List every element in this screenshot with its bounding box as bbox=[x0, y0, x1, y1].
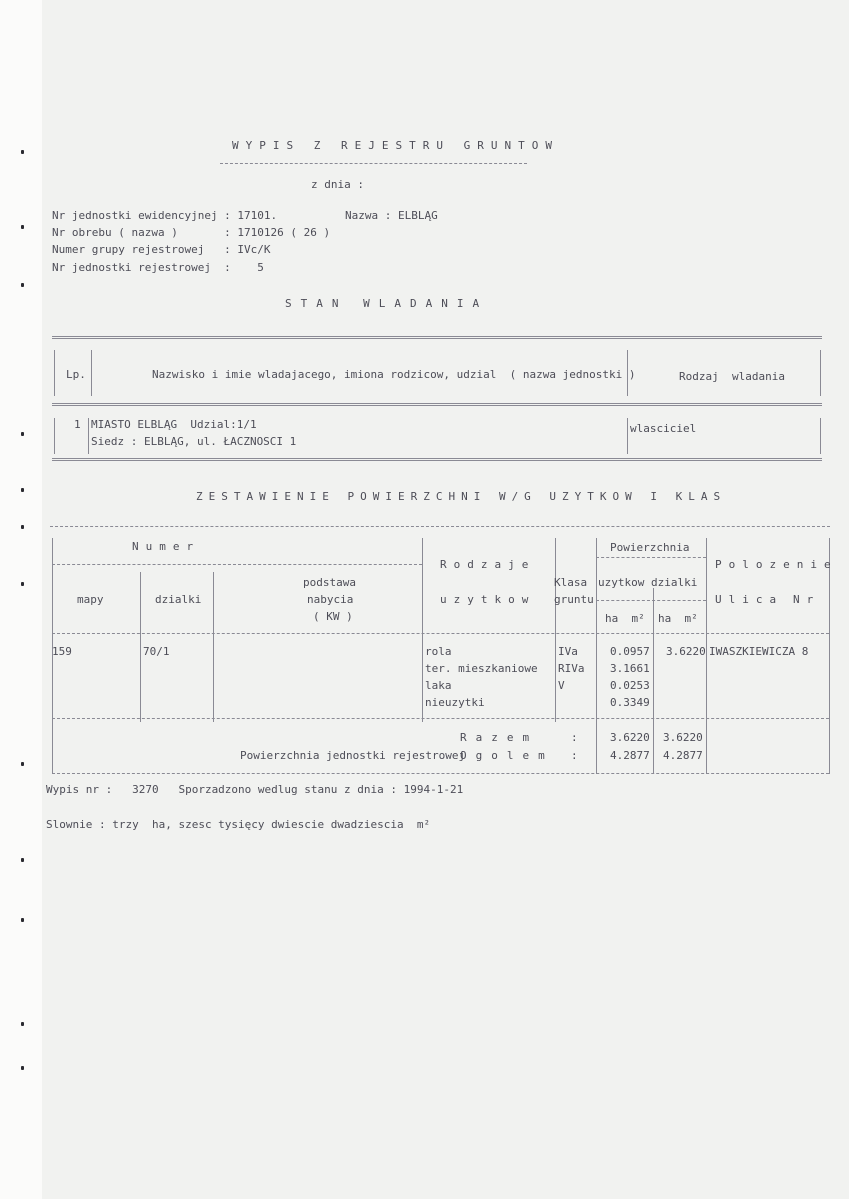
summary-h-klasa: Klasa bbox=[554, 576, 588, 589]
summary-row-use: nieuzytki bbox=[425, 696, 485, 709]
unit-number: Nr jednostki ewidencyjnej : 17101. bbox=[52, 209, 278, 222]
summary-map-no: 159 bbox=[52, 645, 72, 658]
summary-row-use: laka bbox=[425, 679, 452, 692]
summary-h-ha2: ha m² bbox=[658, 612, 698, 625]
punch-hole bbox=[21, 762, 24, 766]
punch-hole bbox=[21, 1022, 24, 1026]
punch-hole bbox=[21, 432, 24, 436]
summary-row-class: RIVa bbox=[558, 662, 585, 675]
punch-hole bbox=[21, 858, 24, 862]
summary-h-nr: Nr bbox=[793, 593, 821, 606]
table-rule bbox=[52, 718, 829, 719]
ownership-title: STAN WLADANIA bbox=[285, 297, 489, 310]
document-title: WYPIS Z REJESTRU GRUNTOW bbox=[232, 139, 559, 152]
summary-bottom-rule bbox=[52, 773, 829, 774]
summary-row-use: ter. mieszkaniowe bbox=[425, 662, 538, 675]
table-border bbox=[91, 350, 92, 396]
summary-h-ulica: Ulica bbox=[715, 593, 784, 606]
punch-hole bbox=[21, 488, 24, 492]
table-border bbox=[829, 538, 830, 774]
table-border bbox=[54, 350, 55, 396]
summary-ogolem-label: Ogolem bbox=[460, 749, 554, 762]
summary-razem-dzialki: 3.6220 bbox=[663, 731, 703, 744]
summary-row-area: 0.0253 bbox=[610, 679, 650, 692]
summary-row-use: rola bbox=[425, 645, 452, 658]
ownership-bottom-rule bbox=[52, 458, 822, 461]
table-rule bbox=[596, 557, 706, 558]
summary-top-rule bbox=[50, 526, 830, 527]
summary-h-gruntu: gruntu bbox=[554, 593, 594, 606]
ownership-col-name: Nazwisko i imie wladajacego, imiona rodzicow, udzial ( nazwa jednostki ) bbox=[152, 368, 636, 381]
punch-hole bbox=[21, 150, 24, 154]
summary-ogolem-uzytkow: 4.2877 bbox=[610, 749, 650, 762]
punch-hole bbox=[21, 1066, 24, 1070]
table-rule bbox=[52, 564, 422, 565]
summary-parcel-area: 3.6220 bbox=[666, 645, 706, 658]
punch-hole bbox=[21, 918, 24, 922]
date-label: z dnia : bbox=[311, 178, 364, 191]
summary-row-class: V bbox=[558, 679, 565, 692]
summary-parcel-no: 70/1 bbox=[143, 645, 170, 658]
table-border bbox=[820, 350, 821, 396]
summary-h-numer: Numer bbox=[132, 540, 201, 553]
summary-row-class: IVa bbox=[558, 645, 578, 658]
table-border bbox=[213, 572, 214, 722]
summary-title: ZESTAWIENIE POWIERZCHNI W/G UZYTKOW I KLAS bbox=[196, 490, 727, 503]
table-border bbox=[627, 418, 628, 454]
punch-hole bbox=[21, 525, 24, 529]
ownership-mid-rule bbox=[52, 403, 822, 406]
summary-h-mapy: mapy bbox=[77, 593, 104, 606]
summary-h-powierzchnia: Powierzchnia bbox=[610, 541, 690, 554]
summary-street: IWASZKIEWICZA 8 bbox=[709, 645, 809, 658]
summary-razem-uzytkow: 3.6220 bbox=[610, 731, 650, 744]
summary-h-nabycia: nabycia bbox=[307, 593, 354, 606]
punch-hole bbox=[21, 582, 24, 586]
table-border bbox=[596, 538, 597, 774]
summary-ogolem-dzialki: 4.2877 bbox=[663, 749, 703, 762]
summary-row-area: 0.3349 bbox=[610, 696, 650, 709]
summary-h-dzialki-col: dzialki bbox=[651, 576, 698, 589]
summary-h-uzytkow-col: uzytkow bbox=[598, 576, 645, 589]
paper-left-margin bbox=[0, 0, 42, 1199]
summary-total-caption: Powierzchnia jednostki rejestrowej bbox=[240, 749, 466, 762]
summary-row-area: 0.0957 bbox=[610, 645, 650, 658]
table-border bbox=[706, 538, 707, 774]
ownership-col-lp: Lp. bbox=[66, 368, 86, 381]
owner-lp: 1 bbox=[74, 418, 81, 431]
title-underline bbox=[220, 163, 527, 164]
punch-hole bbox=[21, 283, 24, 287]
unit-name: Nazwa : ELBLĄG bbox=[345, 209, 438, 222]
area-in-words: Slownie : trzy ha, szesc tysięcy dwiescie dwadziescia m² bbox=[46, 818, 431, 831]
extract-number-line: Wypis nr : 3270 Sporzadzono wedlug stanu z dnia : 1994-1-21 bbox=[46, 783, 464, 796]
group-number: Numer grupy rejestrowej : IVc/K bbox=[52, 243, 271, 256]
table-border bbox=[653, 588, 654, 774]
ownership-col-type: Rodzaj wladania bbox=[679, 370, 785, 383]
punch-hole bbox=[21, 225, 24, 229]
owner-name: MIASTO ELBLĄG Udzial:1/1 bbox=[91, 418, 257, 431]
summary-h-uzytkow: uzytkow bbox=[440, 593, 536, 606]
colon: : bbox=[571, 749, 578, 762]
table-rule bbox=[596, 600, 706, 601]
table-border bbox=[422, 538, 423, 722]
table-border bbox=[820, 418, 821, 454]
table-rule bbox=[52, 633, 829, 634]
summary-h-kw: ( KW ) bbox=[313, 610, 353, 623]
register-unit-number: Nr jednostki rejestrowej : 5 bbox=[52, 261, 264, 274]
precinct-number: Nr obrebu ( nazwa ) : 1710126 ( 26 ) bbox=[52, 226, 331, 239]
owner-seat: Siedz : ELBLĄG, ul. ŁACZNOSCI 1 bbox=[91, 435, 297, 448]
summary-razem-label: Razem bbox=[460, 731, 539, 744]
summary-h-rodzaje: Rodzaje bbox=[440, 558, 536, 571]
table-border bbox=[555, 538, 556, 722]
table-border bbox=[140, 572, 141, 722]
summary-h-podstawa: podstawa bbox=[303, 576, 356, 589]
table-border bbox=[54, 418, 55, 454]
colon: : bbox=[571, 731, 578, 744]
summary-h-polozenie: Polozenie bbox=[715, 558, 838, 571]
summary-row-area: 3.1661 bbox=[610, 662, 650, 675]
table-border bbox=[88, 418, 89, 454]
summary-h-dzialki: dzialki bbox=[155, 593, 202, 606]
owner-type: wlasciciel bbox=[630, 422, 697, 435]
ownership-top-rule bbox=[52, 336, 822, 339]
summary-h-ha1: ha m² bbox=[605, 612, 645, 625]
